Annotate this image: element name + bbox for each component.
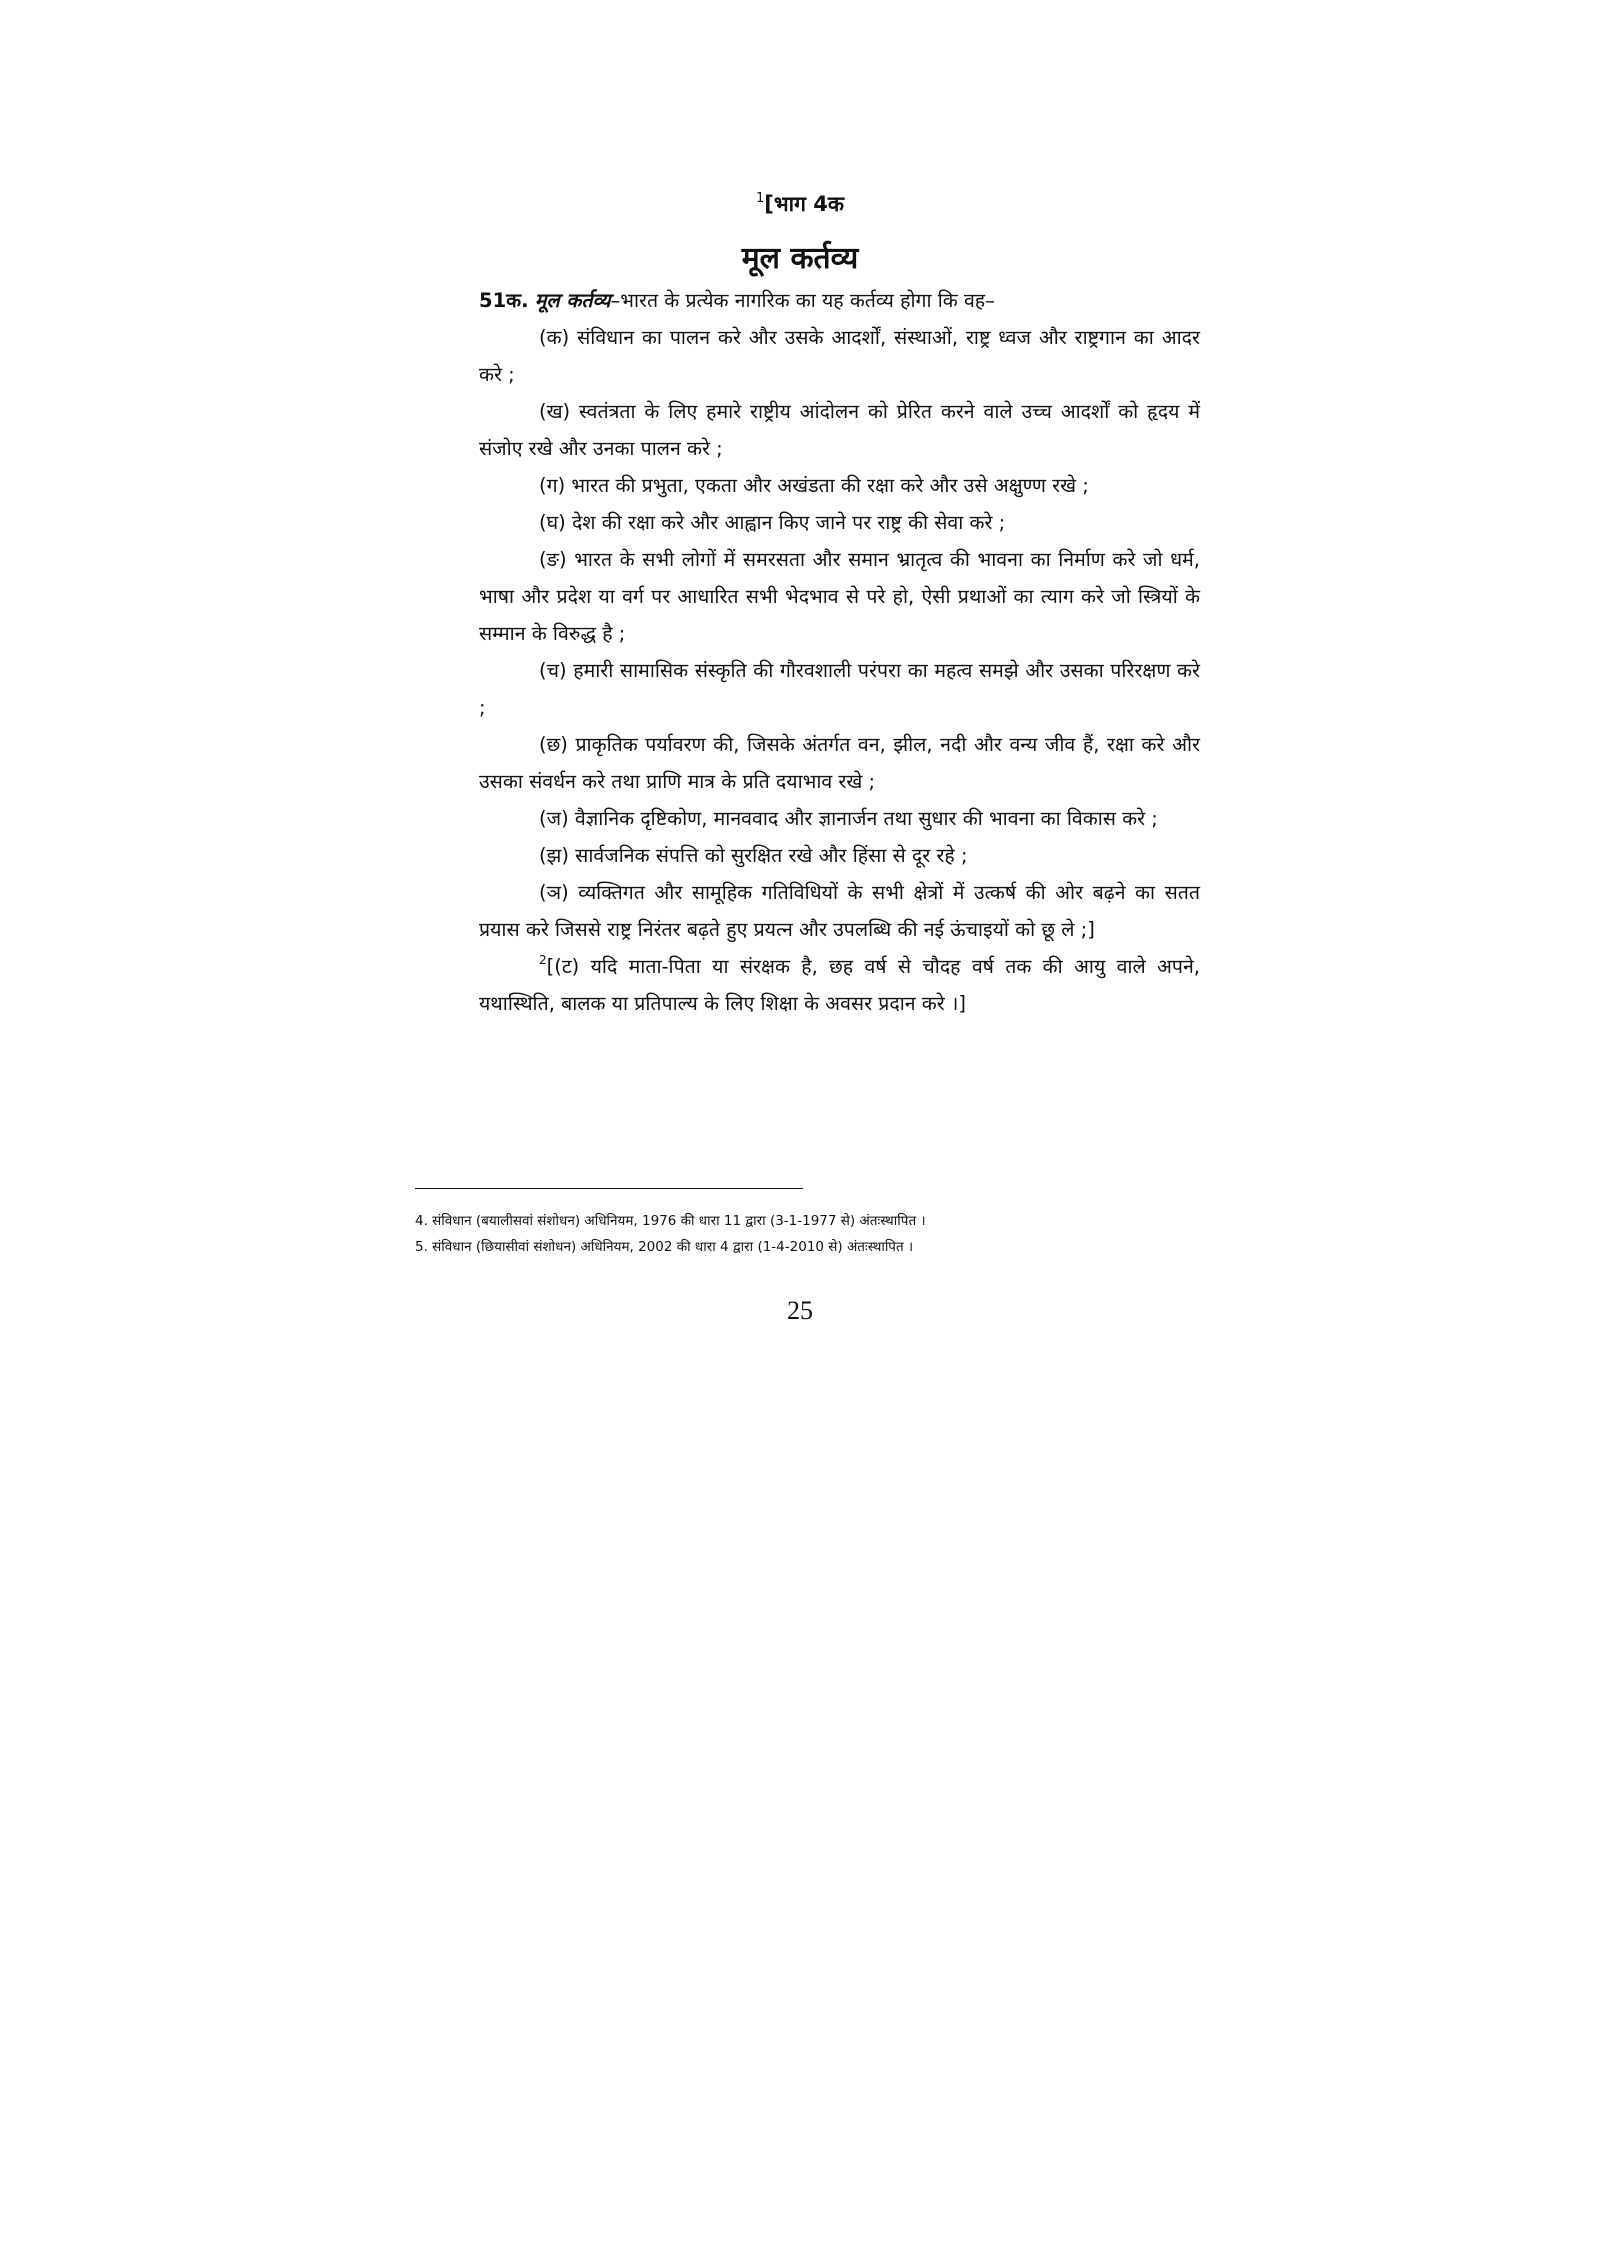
footnote-marker: 1 (756, 191, 765, 206)
page-number: 25 (787, 1296, 813, 1325)
article-intro-text: –भारत के प्रत्येक नागरिक का यह कर्तव्य होगा कि वह– (610, 289, 995, 312)
article-body (479, 282, 1200, 1022)
clause-ga: (ग) भारत की प्रभुता, एकता और अखंडता की रक्षा करे और उसे अक्षुण्ण रखे ; (539, 474, 1089, 497)
clause-jha: (झ) सार्वजनिक संपत्ति को सुरक्षित रखे और हिंसा से दूर रहे ; (539, 844, 968, 867)
clause-ka: (क) संविधान का पालन करे और उसके आदर्शों, संस्थाओं, राष्ट्र ध्वज और राष्ट्रगान का आदर करे ; (479, 326, 1200, 386)
footnotes (415, 1208, 1215, 1260)
footnote-item: 5. संविधान (छियासीवां संशोधन) अधिनियम, 2002 की धारा 4 द्वारा (1-4-2010 से) अंतःस्थापित । (415, 1239, 914, 1255)
clause-gha: (घ) देश की रक्षा करे और आह्वान किए जाने पर राष्ट्र की सेवा करे ; (539, 511, 1006, 534)
clause-chha: (छ) प्राकृतिक पर्यावरण की, जिसके अंतर्गत वन, झील, नदी और वन्य जीव हैं, रक्षा करे और उसका संवर्धन करे तथा प्राणि मात्र के प्रति दयाभाव रखे ; (479, 733, 1200, 793)
article-heading: मूल कर्तव्य (534, 289, 611, 312)
footnote-marker: 2 (539, 953, 547, 967)
clause-ja: (ज) वैज्ञानिक दृष्टिकोण, मानववाद और ज्ञानार्जन तथा सुधार की भावना का विकास करे ; (539, 807, 1158, 830)
clause-ta (479, 948, 1200, 1022)
clause-kha: (ख) स्वतंत्रता के लिए हमारे राष्ट्रीय आंदोलन को प्रेरित करने वाले उच्च आदर्शों को हृदय में संजोए रखे और उनका पालन करे ; (479, 400, 1200, 460)
part-heading (0, 190, 1600, 218)
footnote-divider (415, 1188, 803, 1189)
clause-nga: (ङ) भारत के सभी लोगों में समरसता और समान भ्रातृत्व की भावना का निर्माण करे जो धर्म, भाषा और प्रदेश या वर्ग पर आधारित सभी भेदभाव से परे हो, ऐसी प्रथाओं का त्याग करे जो स्त्रियों के सम्मान के विरुद्ध है ; (479, 548, 1200, 645)
footnote-item: 4. संविधान (बयालीसवां संशोधन) अधिनियम, 1976 की धारा 11 द्वारा (3-1-1977 से) अंतःस्थापित । (415, 1213, 926, 1229)
part-label: [भाग 4क (764, 192, 844, 216)
article-intro (479, 282, 1200, 319)
page-title: मूल कर्तव्य (741, 241, 859, 276)
clause-nya: (ञ) व्यक्तिगत और सामूहिक गतिविधियों के सभी क्षेत्रों में उत्कर्ष की ओर बढ़ने का सतत प्रयास करे जिससे राष्ट्र निरंतर बढ़ते हुए प्रयत्न और उपलब्धि की नई ऊंचाइयों को छू ले ;] (479, 881, 1200, 941)
clause-ta-text: [(ट) यदि माता-पिता या संरक्षक है, छह वर्ष से चौदह वर्ष तक की आयु वाले अपने, यथास्थिति, बालक या प्रतिपाल्य के लिए शिक्षा के अवसर प्रदान करे ।] (479, 955, 1200, 1015)
article-number: 51क. (479, 289, 529, 312)
clause-cha: (च) हमारी सामासिक संस्कृति की गौरवशाली परंपरा का महत्व समझे और उसका परिरक्षण करे ; (479, 659, 1200, 719)
